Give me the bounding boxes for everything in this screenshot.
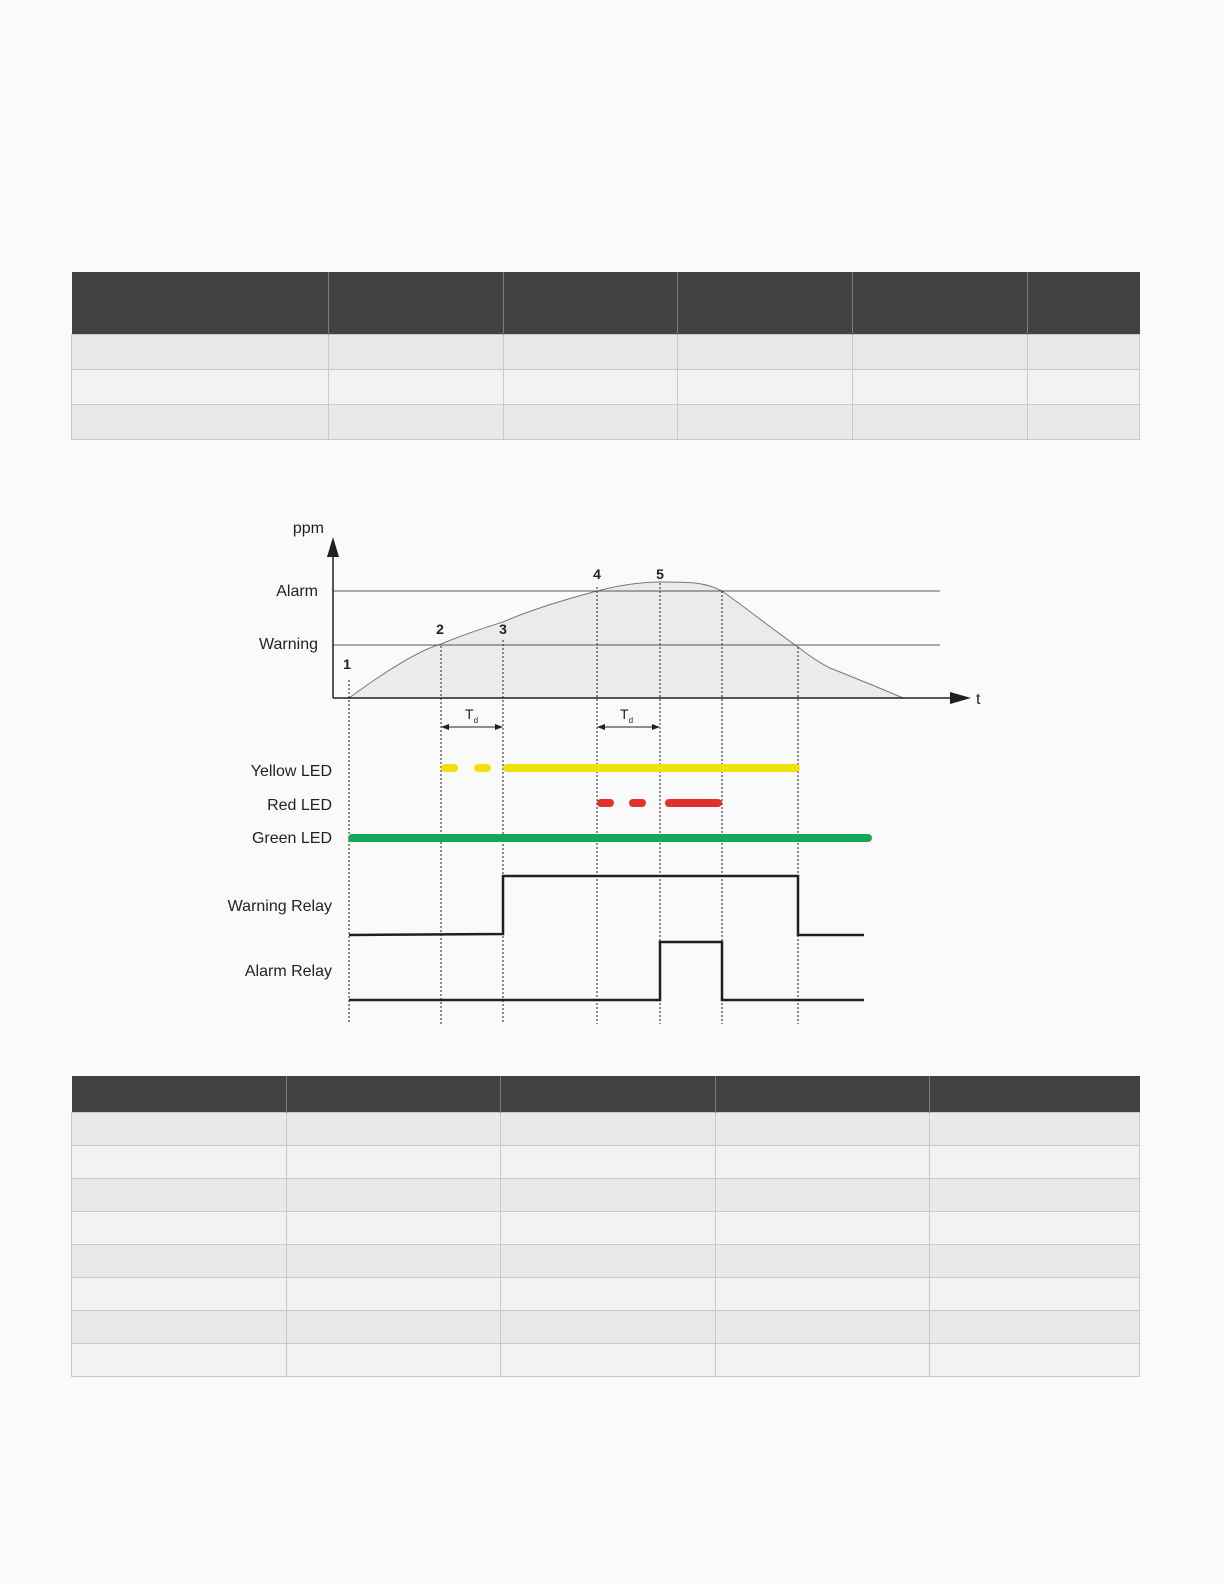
table-cell [715, 1146, 929, 1179]
table-cell [286, 1212, 500, 1245]
table-cell [328, 335, 503, 370]
table-cell [929, 1344, 1140, 1377]
table-header-cell [715, 1076, 929, 1113]
table-header-cell [72, 1076, 287, 1113]
table-cell [500, 1245, 715, 1278]
table-cell [715, 1245, 929, 1278]
table-cell [929, 1113, 1140, 1146]
table-cell [72, 405, 329, 440]
table-cell [72, 1113, 287, 1146]
y-axis-arrow-icon [327, 537, 339, 557]
arrow-right-icon [495, 724, 503, 730]
alarm-relay-trace [349, 942, 864, 1000]
table-cell [715, 1113, 929, 1146]
table-cell [286, 1146, 500, 1179]
arrow-right-icon [652, 724, 660, 730]
table-cell [929, 1179, 1140, 1212]
table-cell [72, 1179, 287, 1212]
warning-relay-label: Warning Relay [227, 898, 332, 915]
delay-arrow-1 [441, 706, 503, 730]
table-cell [1027, 335, 1140, 370]
table-cell [72, 1212, 287, 1245]
table-cell [929, 1245, 1140, 1278]
table-cell [72, 1245, 287, 1278]
table-row [72, 370, 1140, 405]
table-header-cell [677, 272, 852, 335]
table-cell [500, 1344, 715, 1377]
point-label: 3 [499, 621, 507, 637]
table-cell [715, 1278, 929, 1311]
table-cell [72, 1344, 287, 1377]
table-cell [286, 1344, 500, 1377]
table-header-row [72, 1076, 1140, 1113]
table-cell [500, 1179, 715, 1212]
table-cell [677, 335, 852, 370]
red-led-label: Red LED [267, 797, 332, 814]
table-cell [286, 1278, 500, 1311]
warning-relay-trace [349, 876, 864, 935]
table-cell [503, 405, 677, 440]
x-axis-arrow-icon [950, 692, 971, 704]
table-cell [500, 1278, 715, 1311]
table-cell [929, 1278, 1140, 1311]
table-cell [852, 405, 1027, 440]
specifications-table-top [71, 272, 1140, 440]
table-cell [929, 1311, 1140, 1344]
table-header-cell [328, 272, 503, 335]
table-cell [852, 370, 1027, 405]
x-axis-label: t [976, 691, 981, 708]
table-header-cell [500, 1076, 715, 1113]
point-label: 2 [436, 621, 444, 637]
table-cell [503, 335, 677, 370]
table-cell [286, 1113, 500, 1146]
table-cell [328, 405, 503, 440]
table-row [72, 1278, 1140, 1311]
green-led-label: Green LED [251, 830, 332, 847]
table-header-cell [286, 1076, 500, 1113]
table-cell [500, 1146, 715, 1179]
table-cell [503, 370, 677, 405]
table-cell [1027, 405, 1140, 440]
table-row [72, 1212, 1140, 1245]
table-row [72, 1146, 1140, 1179]
table-header-cell [72, 272, 329, 335]
table-row [72, 1311, 1140, 1344]
table-cell [852, 335, 1027, 370]
table-header-cell [852, 272, 1027, 335]
delay-label: $T_d$ [465, 706, 479, 725]
alarm-level-label: Alarm [276, 583, 318, 600]
table-cell [72, 1278, 287, 1311]
warning-level-label: Warning [259, 636, 318, 653]
table-cell [500, 1113, 715, 1146]
table-cell [72, 1311, 287, 1344]
table-cell [677, 370, 852, 405]
point-label: 5 [656, 566, 664, 582]
point-label: 4 [593, 566, 601, 582]
alarm-relay-label: Alarm Relay [244, 963, 332, 980]
table-cell [677, 405, 852, 440]
table-cell [286, 1311, 500, 1344]
y-axis-label: ppm [292, 520, 324, 537]
table-cell [72, 370, 329, 405]
table-row [72, 1344, 1140, 1377]
delay-label: $T_d$ [620, 706, 634, 725]
arrow-left-icon [441, 724, 449, 730]
table-cell [286, 1245, 500, 1278]
table-cell [72, 335, 329, 370]
table-cell [929, 1212, 1140, 1245]
table-cell [715, 1212, 929, 1245]
table-cell [286, 1179, 500, 1212]
table-header-cell [929, 1076, 1140, 1113]
table-cell [715, 1179, 929, 1212]
table-cell [1027, 370, 1140, 405]
table-row [72, 1113, 1140, 1146]
table-row [72, 405, 1140, 440]
table-header-cell [1027, 272, 1140, 335]
yellow-led-label: Yellow LED [250, 763, 332, 780]
delay-arrow-2 [597, 706, 660, 730]
table-header-cell [503, 272, 677, 335]
table-cell [929, 1146, 1140, 1179]
table-cell [500, 1212, 715, 1245]
point-label: 1 [343, 656, 351, 672]
arrow-left-icon [597, 724, 605, 730]
concentration-curve [349, 582, 903, 698]
specifications-table-bottom [71, 1076, 1140, 1377]
table-cell [328, 370, 503, 405]
table-row [72, 1245, 1140, 1278]
table-row [72, 1179, 1140, 1212]
table-cell [72, 1146, 287, 1179]
alarm-timing-diagram [0, 500, 1224, 1040]
table-cell [715, 1344, 929, 1377]
table-header-row [72, 272, 1140, 335]
table-cell [500, 1311, 715, 1344]
table-cell [715, 1311, 929, 1344]
table-row [72, 335, 1140, 370]
